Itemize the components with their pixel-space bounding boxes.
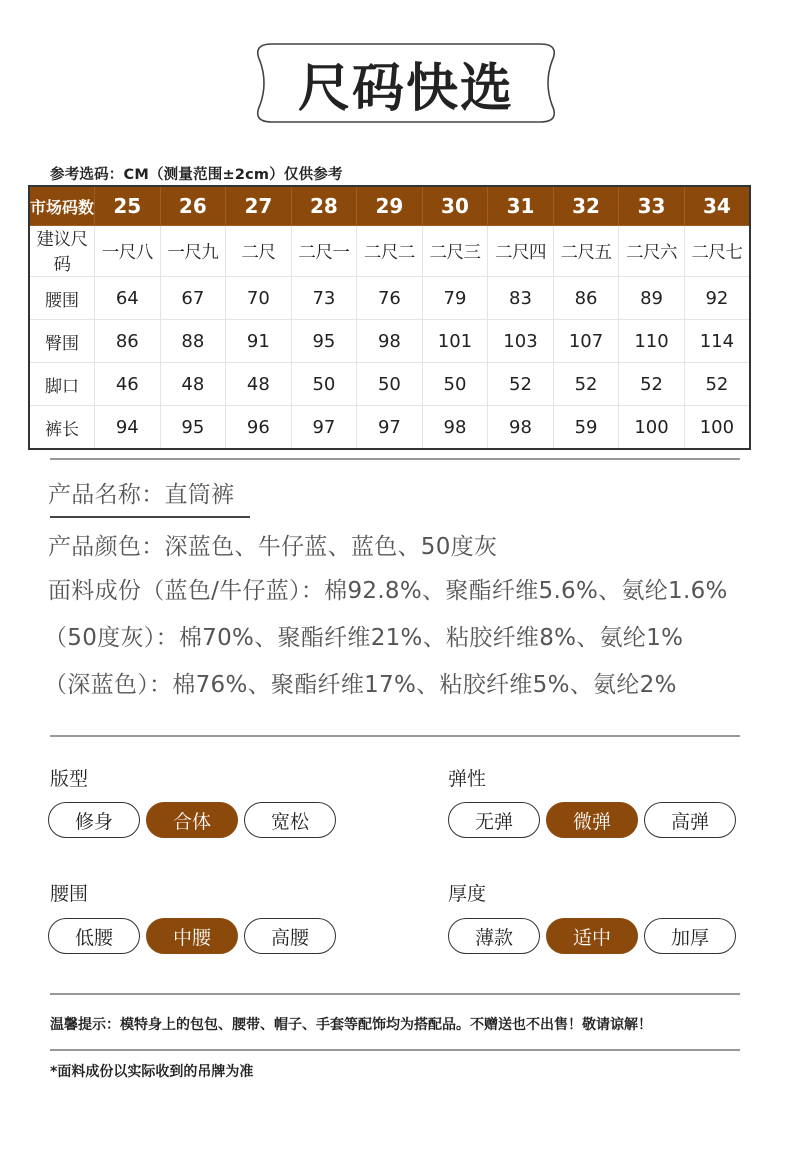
table-cell: 91 — [226, 320, 292, 363]
table-cell: 二尺五 — [553, 226, 619, 277]
table-row — [29, 363, 750, 406]
waist-option[interactable]: 高腰 — [244, 918, 336, 954]
warm-tip: 温馨提示：模特身上的包包、腰带、帽子、手套等配饰均为搭配品。不赠送也不出售！敬请谅解！ — [50, 1017, 652, 1033]
fabric-composition-3: （深蓝色）：棉76%、聚酯纤维17%、粘胶纤维5%、氨纶2% — [44, 672, 677, 698]
table-cell: 二尺四 — [488, 226, 554, 277]
table-cell: 52 — [553, 363, 619, 406]
row-label: 腰围 — [29, 277, 95, 320]
table-cell: 50 — [291, 363, 357, 406]
thickness-option-selected[interactable]: 适中 — [546, 918, 638, 954]
divider — [50, 993, 740, 995]
table-cell: 95 — [160, 406, 226, 450]
table-cell: 二尺一 — [291, 226, 357, 277]
size-cell: 32 — [553, 186, 619, 226]
elasticity-options — [448, 802, 736, 838]
table-cell: 86 — [95, 320, 161, 363]
table-cell: 89 — [619, 277, 685, 320]
table-cell: 二尺二 — [357, 226, 423, 277]
thickness-option[interactable]: 薄款 — [448, 918, 540, 954]
waist-option[interactable]: 低腰 — [48, 918, 140, 954]
table-cell: 110 — [619, 320, 685, 363]
product-name: 产品名称：直筒裤 — [48, 482, 235, 508]
product-colors: 产品颜色：深蓝色、牛仔蓝、蓝色、50度灰 — [48, 534, 498, 560]
table-row — [29, 277, 750, 320]
table-row — [29, 320, 750, 363]
size-cell: 34 — [684, 186, 750, 226]
table-cell: 97 — [291, 406, 357, 450]
table-cell: 98 — [488, 406, 554, 450]
size-cell: 30 — [422, 186, 488, 226]
waist-options — [48, 918, 336, 954]
table-cell: 107 — [553, 320, 619, 363]
table-cell: 73 — [291, 277, 357, 320]
table-cell: 二尺六 — [619, 226, 685, 277]
table-cell: 70 — [226, 277, 292, 320]
size-header-row — [29, 186, 750, 226]
size-cell: 33 — [619, 186, 685, 226]
size-cell: 29 — [357, 186, 423, 226]
table-cell: 98 — [422, 406, 488, 450]
fit-option[interactable]: 宽松 — [244, 802, 336, 838]
divider — [50, 735, 740, 737]
row-label: 臀围 — [29, 320, 95, 363]
divider-short — [50, 516, 250, 518]
table-cell: 100 — [619, 406, 685, 450]
table-cell: 103 — [488, 320, 554, 363]
table-cell: 二尺三 — [422, 226, 488, 277]
table-cell: 98 — [357, 320, 423, 363]
table-cell: 52 — [488, 363, 554, 406]
fit-title: 版型 — [50, 768, 89, 790]
table-cell: 一尺九 — [160, 226, 226, 277]
table-cell: 50 — [422, 363, 488, 406]
row-label: 裤长 — [29, 406, 95, 450]
waist-title: 腰围 — [50, 883, 89, 905]
table-row — [29, 226, 750, 277]
table-cell: 52 — [684, 363, 750, 406]
table-cell: 114 — [684, 320, 750, 363]
waist-option-selected[interactable]: 中腰 — [146, 918, 238, 954]
fit-options — [48, 802, 336, 838]
table-cell: 64 — [95, 277, 161, 320]
page-title: 尺码快选 — [297, 58, 514, 119]
thickness-option[interactable]: 加厚 — [644, 918, 736, 954]
table-cell: 88 — [160, 320, 226, 363]
elasticity-option[interactable]: 高弹 — [644, 802, 736, 838]
table-cell: 52 — [619, 363, 685, 406]
table-cell: 100 — [684, 406, 750, 450]
size-cell: 26 — [160, 186, 226, 226]
fabric-composition-2: （50度灰）：棉70%、聚酯纤维21%、粘胶纤维8%、氨纶1% — [44, 625, 684, 651]
fabric-composition-1: 面料成份（蓝色/牛仔蓝）：棉92.8%、聚酯纤维5.6%、氨纶1.6% — [48, 578, 728, 604]
elasticity-option-selected[interactable]: 微弹 — [546, 802, 638, 838]
table-row — [29, 406, 750, 450]
footnote: *面料成份以实际收到的吊牌为准 — [50, 1064, 254, 1080]
size-cell: 31 — [488, 186, 554, 226]
table-cell: 50 — [357, 363, 423, 406]
table-cell: 86 — [553, 277, 619, 320]
divider — [50, 458, 740, 460]
table-cell: 46 — [95, 363, 161, 406]
table-cell: 二尺七 — [684, 226, 750, 277]
table-cell: 48 — [226, 363, 292, 406]
table-cell: 92 — [684, 277, 750, 320]
row-label: 建议尺码 — [29, 226, 95, 277]
fit-option-selected[interactable]: 合体 — [146, 802, 238, 838]
size-cell: 28 — [291, 186, 357, 226]
table-cell: 94 — [95, 406, 161, 450]
table-cell: 48 — [160, 363, 226, 406]
thickness-options — [448, 918, 736, 954]
size-table — [28, 185, 751, 450]
table-cell: 一尺八 — [95, 226, 161, 277]
table-cell: 76 — [357, 277, 423, 320]
title-badge — [250, 43, 562, 123]
table-cell: 97 — [357, 406, 423, 450]
row-label: 脚口 — [29, 363, 95, 406]
header-label: 市场码数 — [29, 186, 95, 226]
table-cell: 59 — [553, 406, 619, 450]
elasticity-option[interactable]: 无弹 — [448, 802, 540, 838]
table-cell: 83 — [488, 277, 554, 320]
thickness-title: 厚度 — [448, 883, 487, 905]
fit-option[interactable]: 修身 — [48, 802, 140, 838]
size-cell: 25 — [95, 186, 161, 226]
divider — [50, 1049, 740, 1051]
table-cell: 79 — [422, 277, 488, 320]
table-cell: 67 — [160, 277, 226, 320]
table-cell: 101 — [422, 320, 488, 363]
size-cell: 27 — [226, 186, 292, 226]
table-cell: 二尺 — [226, 226, 292, 277]
table-cell: 95 — [291, 320, 357, 363]
reference-note: 参考选码：CM（测量范围±2cm）仅供参考 — [50, 167, 343, 183]
elasticity-title: 弹性 — [448, 768, 487, 790]
table-cell: 96 — [226, 406, 292, 450]
